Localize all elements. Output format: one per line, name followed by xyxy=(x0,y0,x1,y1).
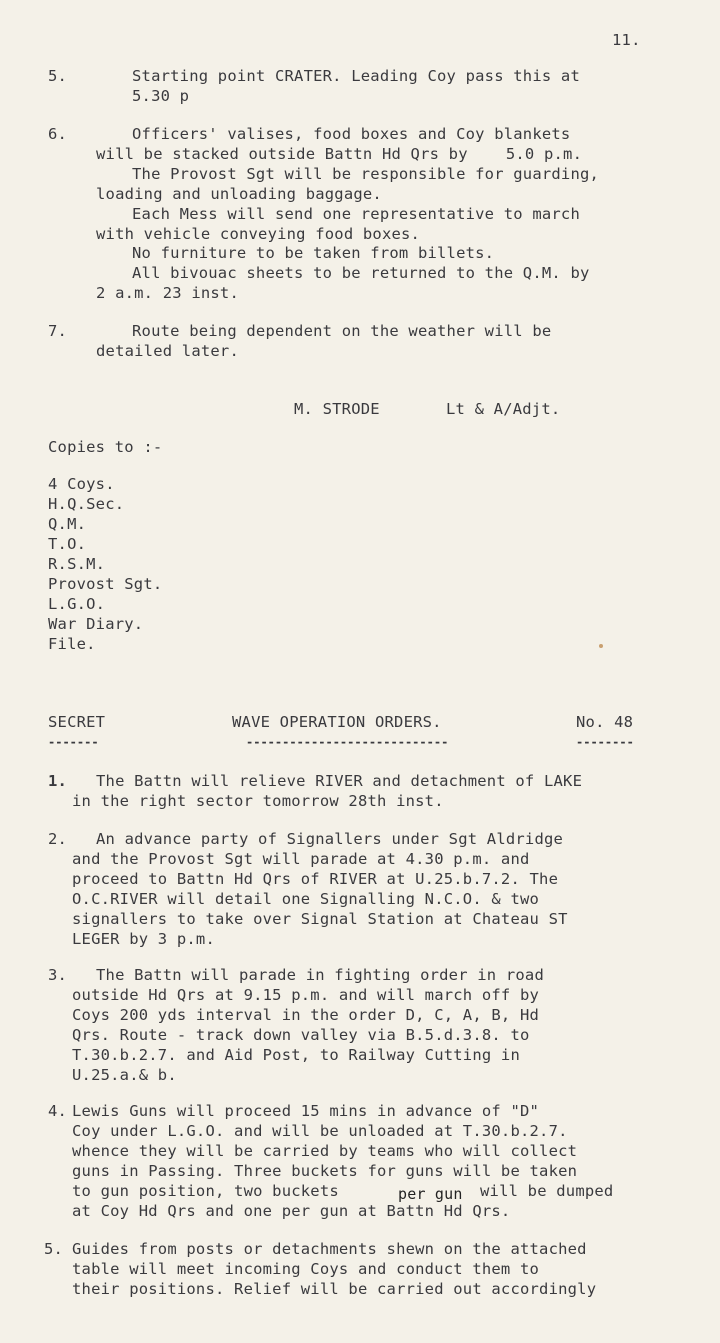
copies-label: Copies to :- xyxy=(48,438,163,456)
secret-underline: ------- xyxy=(48,735,99,749)
item-5-line: 5.30 p xyxy=(132,87,190,105)
order-4-line: Lewis Guns will proceed 15 mins in advance of "D" xyxy=(72,1102,540,1120)
item-6-line: The Provost Sgt will be responsible for guarding, xyxy=(132,165,600,183)
order-3-line: outside Hd Qrs at 9.15 p.m. and will march off by xyxy=(72,986,540,1004)
item-6-number: 6. xyxy=(48,125,68,143)
copies-item: H.Q.Sec. xyxy=(48,495,125,513)
page-number: 11. xyxy=(612,31,641,49)
order-number-underline: -------- xyxy=(576,735,634,749)
order-4-line: Coy under L.G.O. and will be unloaded at T.30.b.2.7. xyxy=(72,1122,568,1140)
order-5-line: their positions. Relief will be carried out accordingly xyxy=(72,1280,597,1298)
item-5-line: Starting point CRATER. Leading Coy pass this at xyxy=(132,67,580,85)
copies-item: R.S.M. xyxy=(48,555,106,573)
signature-rank: Lt & A/Adjt. xyxy=(446,400,561,418)
order-2-line: proceed to Battn Hd Qrs of RIVER at U.25.b.7.2. The xyxy=(72,870,559,888)
order-4-line: to gun position, two buckets xyxy=(72,1182,339,1200)
order-2-line: and the Provost Sgt will parade at 4.30 p.m. and xyxy=(72,850,530,868)
copies-item: File. xyxy=(48,635,96,653)
order-4-line: will be dumped xyxy=(480,1182,614,1200)
order-5-number: 5. xyxy=(44,1240,64,1258)
item-5-number: 5. xyxy=(48,67,68,85)
order-5-line: Guides from posts or detachments shewn on the attached xyxy=(72,1240,587,1258)
item-6-line: All bivouac sheets to be returned to the Q.M. by xyxy=(132,264,590,282)
order-2-line: O.C.RIVER will detail one Signalling N.C.O. & two xyxy=(72,890,540,908)
orders-title-underline: ---------------------------- xyxy=(246,735,449,749)
order-2-number: 2. xyxy=(48,830,68,848)
item-7-line: Route being dependent on the weather will be xyxy=(132,322,552,340)
order-4-overlay-text: per gun xyxy=(398,1185,463,1203)
copies-item: Provost Sgt. xyxy=(48,575,163,593)
order-2-line: signallers to take over Signal Station at Chateau ST xyxy=(72,910,568,928)
copies-item: T.O. xyxy=(48,535,87,553)
copies-item: War Diary. xyxy=(48,615,144,633)
order-2-line: LEGER by 3 p.m. xyxy=(72,930,215,948)
order-number: No. 48 xyxy=(576,713,634,731)
item-7-number: 7. xyxy=(48,322,68,340)
item-6-line: will be stacked outside Battn Hd Qrs by 5.0 p.m. xyxy=(96,145,583,163)
order-3-line: Qrs. Route - track down valley via B.5.d.3.8. to xyxy=(72,1026,530,1044)
item-6-line: loading and unloading baggage. xyxy=(96,185,382,203)
order-3-number: 3. xyxy=(48,966,68,984)
item-6-line: Officers' valises, food boxes and Coy blankets xyxy=(132,125,571,143)
order-3-line: The Battn will parade in fighting order in road xyxy=(96,966,544,984)
order-2-line: An advance party of Signallers under Sgt Aldridge xyxy=(96,830,564,848)
item-6-line: 2 a.m. 23 inst. xyxy=(96,284,239,302)
order-4-number: 4. xyxy=(48,1102,68,1120)
order-5-line: table will meet incoming Coys and conduct them to xyxy=(72,1260,540,1278)
order-4-line: guns in Passing. Three buckets for guns will be taken xyxy=(72,1162,578,1180)
copies-item: 4 Coys. xyxy=(48,475,115,493)
order-3-line: T.30.b.2.7. and Aid Post, to Railway Cutting in xyxy=(72,1046,520,1064)
order-3-line: U.25.a.& b. xyxy=(72,1066,177,1084)
order-1-number: 1. xyxy=(48,772,68,790)
item-6-line: Each Mess will send one representative to march xyxy=(132,205,580,223)
order-4-line: at Coy Hd Qrs and one per gun at Battn Hd Qrs. xyxy=(72,1202,511,1220)
order-4-line: whence they will be carried by teams who will collect xyxy=(72,1142,578,1160)
order-1-line: in the right sector tomorrow 28th inst. xyxy=(72,792,444,810)
item-6-line: No furniture to be taken from billets. xyxy=(132,244,495,262)
order-3-line: Coys 200 yds interval in the order D, C, A, B, Hd xyxy=(72,1006,540,1024)
orders-title: WAVE OPERATION ORDERS. xyxy=(232,713,442,731)
item-6-line: with vehicle conveying food boxes. xyxy=(96,225,421,243)
paper-speck xyxy=(599,644,603,648)
order-1-line: The Battn will relieve RIVER and detachment of LAKE xyxy=(96,772,583,790)
copies-item: L.G.O. xyxy=(48,595,106,613)
signature-name: M. STRODE xyxy=(294,400,380,418)
copies-item: Q.M. xyxy=(48,515,87,533)
secret-label: SECRET xyxy=(48,713,106,731)
item-7-line: detailed later. xyxy=(96,342,239,360)
